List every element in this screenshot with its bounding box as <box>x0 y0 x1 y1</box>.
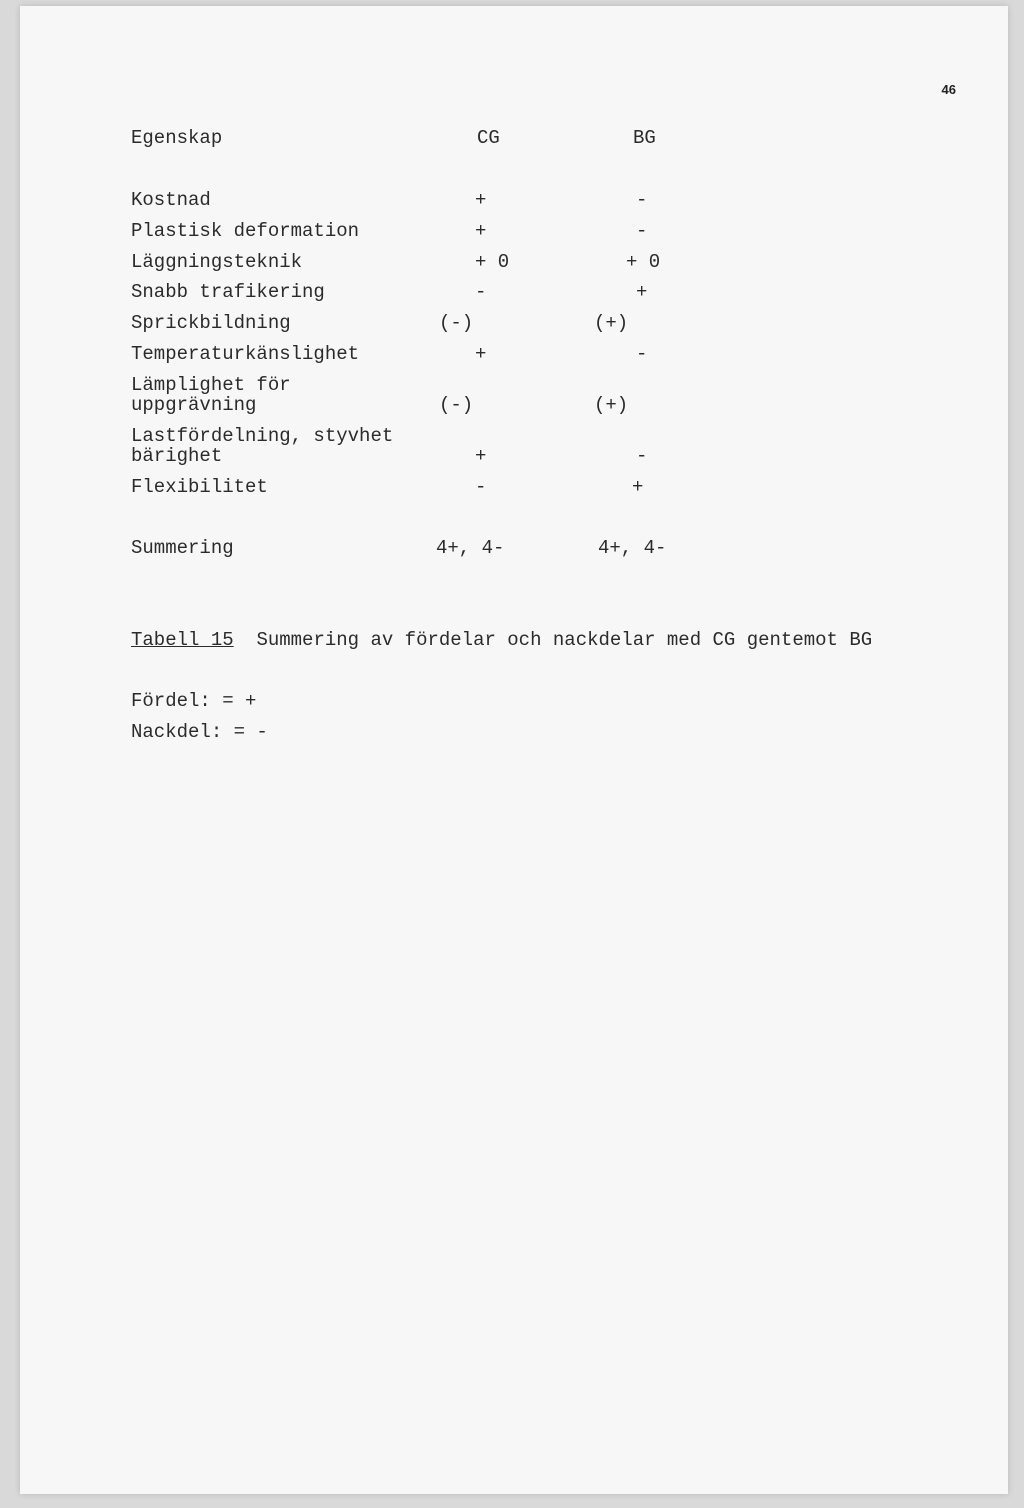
page-number: 46 <box>941 82 956 97</box>
row-cg-value: + <box>475 220 487 242</box>
row-cg-value: - <box>475 281 487 303</box>
summary-cg: 4+, 4- <box>436 537 505 559</box>
table-caption <box>131 630 872 651</box>
legend-advantage: Fördel: = + <box>131 690 257 712</box>
row-property: Plastisk deformation <box>131 220 360 242</box>
row-property: Temperaturkänslighet <box>131 343 360 365</box>
row-bg-value: + 0 <box>626 251 661 273</box>
document-page <box>20 6 1008 1494</box>
row-cg-value: (-) <box>439 394 474 416</box>
row-property: Sprickbildning <box>131 312 291 334</box>
row-cg-value: + <box>475 189 487 211</box>
caption-text: Summering av fördelar och nackdelar med CG gentemot BG <box>256 629 873 651</box>
row-property-line1: Lastfördelning, styvhet <box>131 425 394 447</box>
summary-label: Summering <box>131 537 234 559</box>
row-property: Kostnad <box>131 189 211 211</box>
header-bg: BG <box>633 127 656 149</box>
row-cg-value: + <box>475 445 487 467</box>
row-bg-value: (+) <box>594 312 629 334</box>
legend-disadvantage: Nackdel: = - <box>131 721 268 743</box>
summary-bg: 4+, 4- <box>598 537 667 559</box>
row-property: Läggningsteknik <box>131 251 303 273</box>
caption-label: Tabell 15 <box>131 629 234 651</box>
row-bg-value: (+) <box>594 394 629 416</box>
header-cg: CG <box>477 127 500 149</box>
row-cg-value: - <box>475 476 487 498</box>
row-property-line1: Lämplighet för <box>131 374 291 396</box>
row-bg-value: - <box>636 445 648 467</box>
row-cg-value: + 0 <box>475 251 510 273</box>
row-property: Snabb trafikering <box>131 281 325 303</box>
row-property-line2: bärighet <box>131 445 223 467</box>
row-bg-value: - <box>636 189 648 211</box>
row-cg-value: + <box>475 343 487 365</box>
row-bg-value: + <box>632 476 644 498</box>
row-bg-value: + <box>636 281 648 303</box>
row-bg-value: - <box>636 220 648 242</box>
header-property: Egenskap <box>131 127 223 149</box>
row-property: Flexibilitet <box>131 476 268 498</box>
row-property-line2: uppgrävning <box>131 394 257 416</box>
row-bg-value: - <box>636 343 648 365</box>
row-cg-value: (-) <box>439 312 474 334</box>
